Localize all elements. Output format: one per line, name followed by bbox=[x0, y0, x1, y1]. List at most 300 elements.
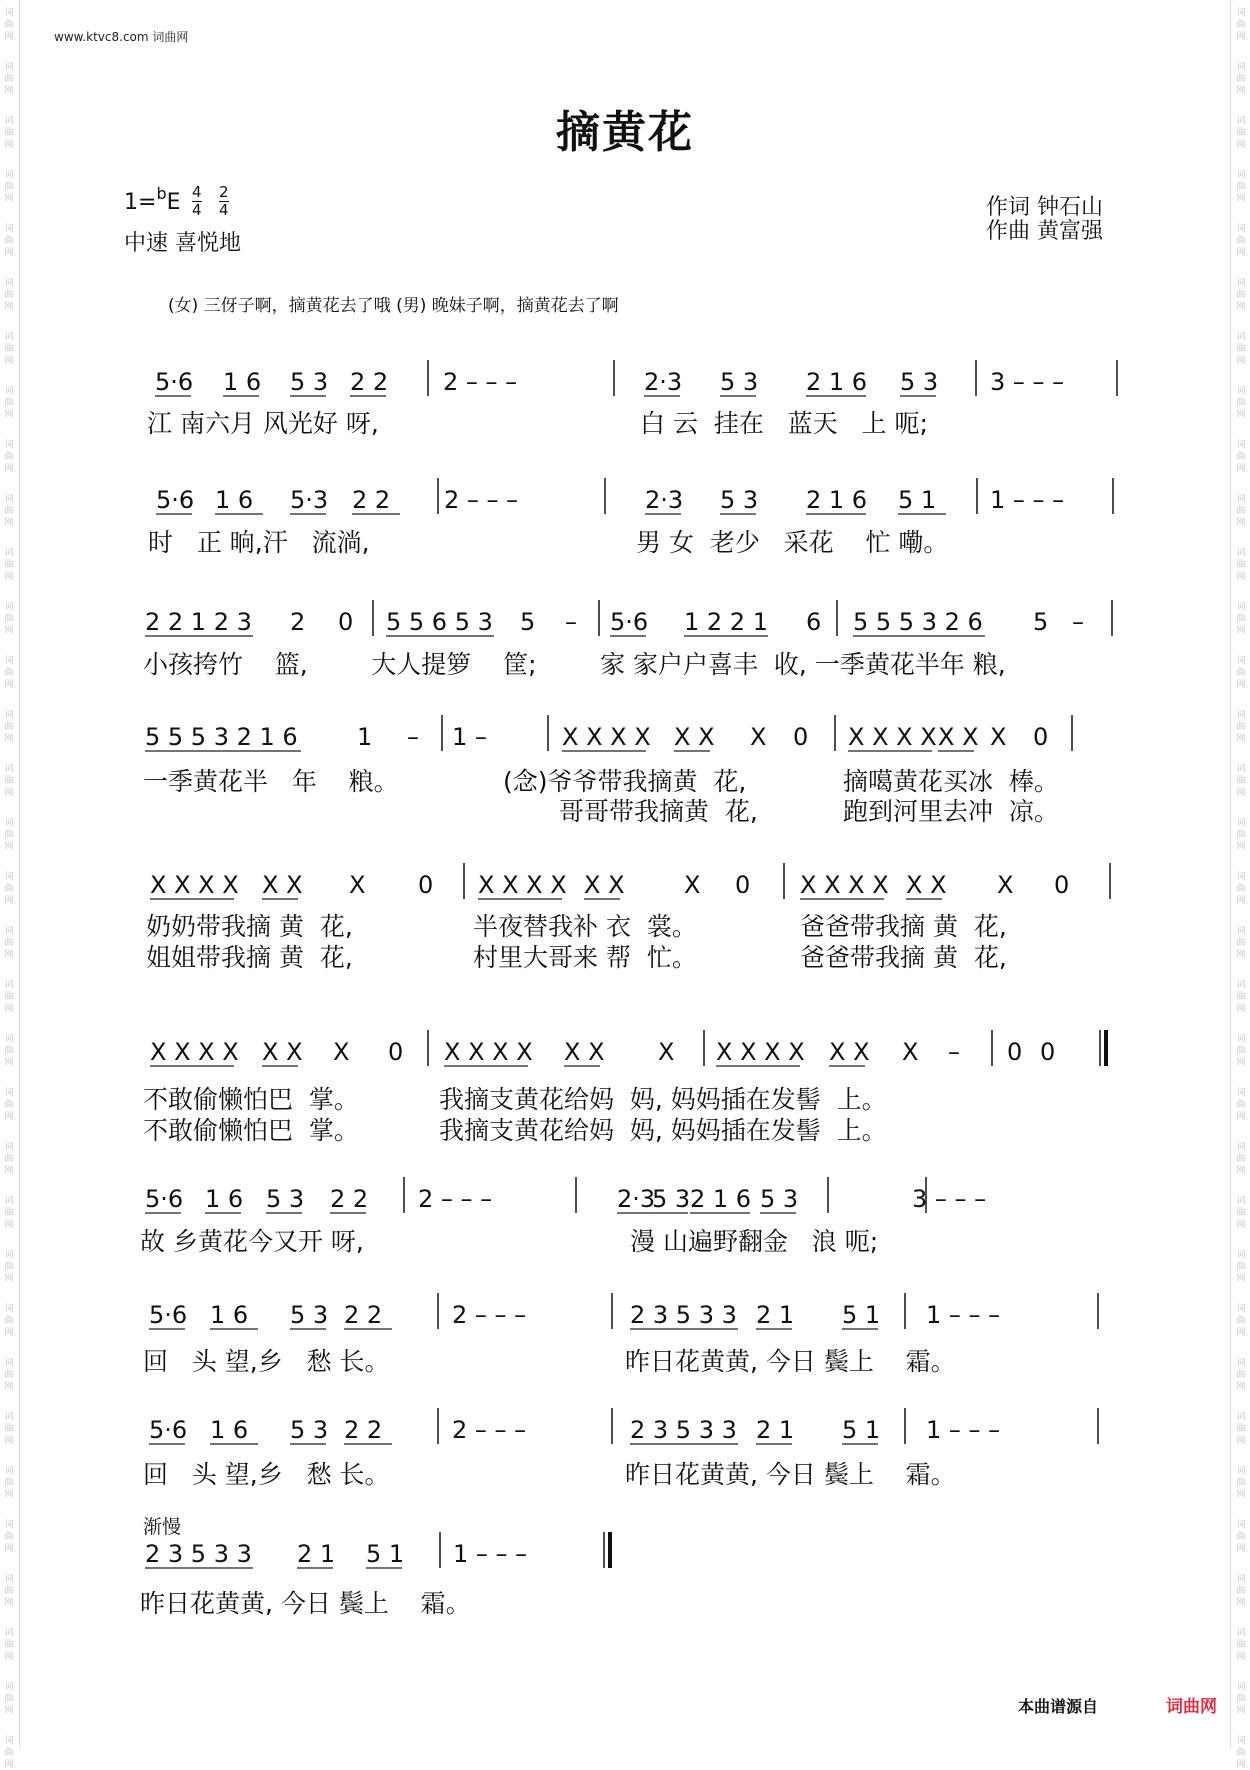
watermark-glyph: 词 bbox=[1236, 1412, 1246, 1422]
watermark-glyph: 网 bbox=[1236, 32, 1246, 42]
lyric-line: 我摘支黄花给妈 妈, 妈妈插在发髻 上。 bbox=[439, 1116, 887, 1145]
note-group: 5 5 6 5 3 bbox=[386, 608, 493, 636]
watermark-glyph: 网 bbox=[4, 1166, 14, 1176]
watermark-glyph: 词 bbox=[1236, 1574, 1246, 1584]
note-group: X X bbox=[564, 1038, 605, 1066]
watermark-glyph: 曲 bbox=[4, 1424, 14, 1434]
note-group: 2 3 5 3 3 bbox=[145, 1540, 252, 1568]
note-group: 2 3 5 3 3 bbox=[630, 1301, 737, 1329]
lyric-line: 回 头 望,乡 愁 长。 bbox=[143, 1347, 390, 1376]
note-group: 5·3 bbox=[290, 486, 329, 514]
watermark-glyph: 网 bbox=[4, 572, 14, 582]
note-group: X X X X bbox=[478, 871, 567, 899]
tempo-direction: 渐慢 bbox=[143, 1516, 182, 1538]
watermark-glyph: 网 bbox=[4, 410, 14, 420]
note-group: – bbox=[475, 723, 487, 751]
note-group: 5 3 bbox=[290, 368, 329, 396]
watermark-glyph: 曲 bbox=[1236, 830, 1246, 840]
time-signature-4-4: $\frac{4}{4}$ bbox=[192, 183, 202, 219]
watermark-glyph: 网 bbox=[1236, 518, 1246, 528]
note-group: X bbox=[658, 1038, 675, 1066]
watermark-glyph: 网 bbox=[4, 950, 14, 960]
lyric-line: 不敢偷懒怕巴 掌。 bbox=[143, 1085, 359, 1114]
watermark-glyph: 曲 bbox=[4, 992, 14, 1002]
watermark-glyph: 曲 bbox=[4, 20, 14, 30]
lyric-line: 昨日花黄黄, 今日 鬓上 霜。 bbox=[625, 1460, 956, 1489]
watermark-glyph: 曲 bbox=[1236, 884, 1246, 894]
note-group: 0 bbox=[418, 871, 434, 899]
watermark-glyph: 曲 bbox=[1236, 992, 1246, 1002]
watermark-glyph: 词 bbox=[1236, 1142, 1246, 1152]
note-group: X X bbox=[829, 1038, 870, 1066]
watermark-glyph: 词 bbox=[1236, 1196, 1246, 1206]
note-group: 3 – – – bbox=[990, 368, 1065, 396]
watermark-glyph: 词 bbox=[4, 872, 14, 882]
watermark-glyph: 曲 bbox=[4, 560, 14, 570]
watermark-glyph: 词 bbox=[1236, 656, 1246, 666]
note-group: – bbox=[1072, 608, 1084, 636]
note-group: 3 – – – bbox=[912, 1185, 987, 1213]
watermark-glyph: 曲 bbox=[1236, 1640, 1246, 1650]
watermark-glyph: 曲 bbox=[4, 344, 14, 354]
watermark-glyph: 词 bbox=[4, 926, 14, 936]
watermark-glyph: 词 bbox=[1236, 1736, 1246, 1746]
watermark-glyph: 词 bbox=[1236, 224, 1246, 234]
watermark-glyph: 网 bbox=[1236, 86, 1246, 96]
note-group: 2 1 6 bbox=[690, 1185, 752, 1213]
note-group: 2·3 bbox=[617, 1185, 656, 1213]
watermark-glyph: 曲 bbox=[4, 1748, 14, 1758]
watermark-glyph: 词 bbox=[4, 116, 14, 126]
watermark-glyph: 词 bbox=[1236, 1034, 1246, 1044]
watermark-glyph: 词 bbox=[4, 1304, 14, 1314]
lyric-line: (念)爷爷带我摘黄 花, bbox=[503, 767, 747, 796]
watermark-glyph: 网 bbox=[4, 1274, 14, 1284]
watermark-glyph: 词 bbox=[1236, 8, 1246, 18]
watermark-glyph: 网 bbox=[1236, 1652, 1246, 1662]
lyric-line: 姐姐带我摘 黄 花, bbox=[146, 943, 353, 972]
watermark-glyph: 曲 bbox=[4, 1532, 14, 1542]
watermark-glyph: 网 bbox=[4, 1220, 14, 1230]
watermark-glyph: 曲 bbox=[4, 1262, 14, 1272]
watermark-glyph: 网 bbox=[4, 788, 14, 798]
watermark-glyph: 网 bbox=[4, 896, 14, 906]
watermark-glyph: 词 bbox=[4, 1142, 14, 1152]
watermark-glyph: 词 bbox=[1236, 278, 1246, 288]
note-group: X bbox=[349, 871, 366, 899]
watermark-glyph: 曲 bbox=[1236, 722, 1246, 732]
note-group: X X bbox=[906, 871, 947, 899]
watermark-glyph: 网 bbox=[4, 86, 14, 96]
watermark-glyph: 曲 bbox=[4, 776, 14, 786]
note-group: X X bbox=[674, 723, 715, 751]
lyric-line: 村里大哥来 帮 忙。 bbox=[473, 943, 697, 972]
watermark-glyph: 词 bbox=[1236, 1466, 1246, 1476]
watermark-glyph: 词 bbox=[1236, 116, 1246, 126]
lyric-line: 爸爸带我摘 黄 花, bbox=[800, 912, 1007, 941]
watermark-glyph: 词 bbox=[4, 494, 14, 504]
watermark-glyph: 网 bbox=[1236, 1490, 1246, 1500]
note-group: X X X X bbox=[848, 723, 937, 751]
watermark-glyph: 曲 bbox=[4, 1316, 14, 1326]
watermark-glyph: 词 bbox=[4, 1574, 14, 1584]
watermark-glyph: 曲 bbox=[4, 74, 14, 84]
watermark-glyph: 曲 bbox=[1236, 1100, 1246, 1110]
watermark-glyph: 网 bbox=[4, 1490, 14, 1500]
watermark-glyph: 词 bbox=[4, 1412, 14, 1422]
note-group: X X bbox=[262, 871, 303, 899]
watermark-glyph: 曲 bbox=[4, 668, 14, 678]
watermark-glyph: 曲 bbox=[4, 614, 14, 624]
watermark-glyph: 曲 bbox=[1236, 398, 1246, 408]
intro-dialogue: (女) 三伢子啊，摘黄花去了哦 (男) 晚妹子啊，摘黄花去了啊 bbox=[168, 296, 619, 316]
note-group: X bbox=[997, 871, 1014, 899]
lyric-line: 爸爸带我摘 黄 花, bbox=[800, 943, 1007, 972]
watermark-glyph: 词 bbox=[4, 656, 14, 666]
watermark-glyph: 词 bbox=[1236, 440, 1246, 450]
watermark-glyph: 词 bbox=[4, 278, 14, 288]
note-group: 2 2 bbox=[330, 1185, 369, 1213]
watermark-glyph: 网 bbox=[1236, 572, 1246, 582]
note-group: 0 bbox=[1033, 723, 1049, 751]
watermark-glyph: 网 bbox=[4, 1598, 14, 1608]
note-group: 0 bbox=[1007, 1038, 1023, 1066]
watermark-glyph: 词 bbox=[1236, 332, 1246, 342]
watermark-glyph: 曲 bbox=[1236, 182, 1246, 192]
watermark-glyph: 词 bbox=[1236, 710, 1246, 720]
note-group: X X X X bbox=[150, 1038, 239, 1066]
watermark-glyph: 词 bbox=[4, 332, 14, 342]
watermark-glyph: 词 bbox=[1236, 926, 1246, 936]
watermark-glyph: 网 bbox=[1236, 194, 1246, 204]
watermark-glyph: 曲 bbox=[1236, 560, 1246, 570]
watermark-glyph: 词 bbox=[1236, 1088, 1246, 1098]
watermark-glyph: 曲 bbox=[1236, 1532, 1246, 1542]
lyric-line: 故 乡黄花今又开 呀, bbox=[140, 1227, 364, 1256]
watermark-glyph: 曲 bbox=[4, 1640, 14, 1650]
watermark-glyph: 网 bbox=[4, 842, 14, 852]
note-group: 2 – – – bbox=[452, 1301, 527, 1329]
note-group: 0 bbox=[388, 1038, 404, 1066]
watermark-glyph: 曲 bbox=[4, 1046, 14, 1056]
watermark-glyph: 曲 bbox=[4, 1478, 14, 1488]
note-group: 2 1 6 bbox=[806, 368, 868, 396]
watermark-glyph: 网 bbox=[4, 1328, 14, 1338]
lyric-line: 白 云 挂在 蓝天 上 呃; bbox=[640, 409, 928, 438]
note-group: 5 3 bbox=[720, 486, 759, 514]
note-group: – bbox=[565, 608, 577, 636]
key-signature: 1=$^b$E bbox=[124, 184, 181, 215]
note-group: 1 – – – bbox=[926, 1416, 1001, 1444]
note-group: 1 6 bbox=[210, 1301, 249, 1329]
note-group: 2·3 bbox=[645, 486, 684, 514]
lyric-line: 时 正 晌,汗 流淌, bbox=[148, 528, 370, 557]
note-group: 1 6 bbox=[210, 1416, 249, 1444]
lyric-line: 昨日花黄黄, 今日 鬓上 霜。 bbox=[140, 1589, 471, 1618]
lyric-line: 男 女 老少 采花 忙 嘞。 bbox=[636, 528, 949, 557]
watermark-glyph: 词 bbox=[1236, 980, 1246, 990]
lyric-line: 我摘支黄花给妈 妈, 妈妈插在发髻 上。 bbox=[439, 1085, 887, 1114]
note-group: 5·6 bbox=[149, 1301, 188, 1329]
watermark-glyph: 曲 bbox=[1236, 74, 1246, 84]
note-group: X bbox=[990, 723, 1007, 751]
watermark-glyph: 曲 bbox=[1236, 1046, 1246, 1056]
watermark-glyph: 网 bbox=[1236, 788, 1246, 798]
watermark-glyph: 网 bbox=[1236, 1760, 1246, 1770]
watermark-glyph: 曲 bbox=[1236, 1262, 1246, 1272]
lyric-line: 摘噶黄花买冰 棒。 bbox=[843, 767, 1059, 796]
note-group: 5 1 bbox=[842, 1416, 881, 1444]
watermark-glyph: 词 bbox=[4, 548, 14, 558]
watermark-glyph: 词 bbox=[1236, 386, 1246, 396]
watermark-glyph: 网 bbox=[4, 1112, 14, 1122]
lyric-line: 跑到河里去冲 凉。 bbox=[843, 797, 1059, 826]
watermark-glyph: 词 bbox=[4, 602, 14, 612]
footer-source-note: 本曲谱源自 bbox=[1018, 1697, 1099, 1716]
note-group: 2 – – – bbox=[444, 486, 519, 514]
note-group: 5·6 bbox=[145, 1185, 184, 1213]
watermark-glyph: 曲 bbox=[1236, 938, 1246, 948]
lyric-line: 江 南六月 风光好 呀, bbox=[147, 409, 379, 438]
watermark-glyph: 网 bbox=[4, 1436, 14, 1446]
watermark-glyph: 网 bbox=[4, 1058, 14, 1068]
watermark-glyph: 词 bbox=[1236, 1250, 1246, 1260]
note-group: 2 1 6 bbox=[806, 486, 868, 514]
watermark-glyph: 曲 bbox=[1236, 128, 1246, 138]
watermark-glyph: 曲 bbox=[4, 722, 14, 732]
watermark-glyph: 曲 bbox=[4, 290, 14, 300]
watermark-glyph: 曲 bbox=[1236, 1478, 1246, 1488]
watermark-glyph: 曲 bbox=[4, 128, 14, 138]
watermark-glyph: 网 bbox=[4, 734, 14, 744]
watermark-glyph: 网 bbox=[4, 626, 14, 636]
watermark-glyph: 网 bbox=[4, 248, 14, 258]
watermark-glyph: 曲 bbox=[1236, 290, 1246, 300]
note-group: 2 – – – bbox=[452, 1416, 527, 1444]
note-group: 2 2 bbox=[350, 368, 389, 396]
watermark-glyph: 词 bbox=[1236, 170, 1246, 180]
watermark-glyph: 网 bbox=[1236, 1544, 1246, 1554]
watermark-glyph: 曲 bbox=[4, 1154, 14, 1164]
note-group: 1 – – – bbox=[453, 1540, 528, 1568]
watermark-glyph: 曲 bbox=[4, 830, 14, 840]
note-group: X bbox=[333, 1038, 350, 1066]
watermark-glyph: 网 bbox=[4, 302, 14, 312]
lyric-line: 一季黄花半 年 粮。 bbox=[143, 767, 399, 796]
watermark-glyph: 词 bbox=[4, 1034, 14, 1044]
watermark-glyph: 曲 bbox=[1236, 236, 1246, 246]
note-group: 1 6 bbox=[223, 368, 262, 396]
note-group: 5 1 bbox=[366, 1540, 405, 1568]
note-group: X X X X bbox=[562, 723, 651, 751]
watermark-glyph: 网 bbox=[1236, 1598, 1246, 1608]
watermark-glyph: 网 bbox=[4, 680, 14, 690]
watermark-glyph: 词 bbox=[4, 1520, 14, 1530]
watermark-glyph: 网 bbox=[1236, 680, 1246, 690]
note-group: X X X X bbox=[800, 871, 889, 899]
note-group: X X bbox=[584, 871, 625, 899]
note-group: 5·6 bbox=[156, 486, 195, 514]
note-group: 0 bbox=[338, 608, 354, 636]
watermark-glyph: 网 bbox=[1236, 140, 1246, 150]
watermark-glyph: 词 bbox=[4, 170, 14, 180]
note-group: 0 bbox=[1054, 871, 1070, 899]
watermark-glyph: 网 bbox=[4, 32, 14, 42]
watermark-glyph: 词 bbox=[1236, 62, 1246, 72]
note-group: 5·6 bbox=[155, 368, 194, 396]
note-group: 0 bbox=[735, 871, 751, 899]
note-group: 6 bbox=[806, 608, 822, 636]
watermark-glyph: 词 bbox=[4, 1682, 14, 1692]
note-group: – bbox=[407, 723, 419, 751]
watermark-glyph: 词 bbox=[4, 710, 14, 720]
note-group: 1 6 bbox=[215, 486, 254, 514]
watermark-glyph: 词 bbox=[1236, 1628, 1246, 1638]
watermark-glyph: 曲 bbox=[1236, 344, 1246, 354]
watermark-glyph: 词 bbox=[4, 1358, 14, 1368]
watermark-glyph: 网 bbox=[1236, 950, 1246, 960]
watermark-glyph: 网 bbox=[1236, 248, 1246, 258]
watermark-glyph: 曲 bbox=[1236, 1208, 1246, 1218]
watermark-glyph: 曲 bbox=[1236, 20, 1246, 30]
watermark-glyph: 网 bbox=[1236, 1058, 1246, 1068]
note-group: 2 – – – bbox=[443, 368, 518, 396]
note-group: 2 2 1 2 3 bbox=[145, 608, 252, 636]
note-group: X X bbox=[262, 1038, 303, 1066]
note-group: 5 bbox=[520, 608, 536, 636]
watermark-glyph: 网 bbox=[4, 356, 14, 366]
watermark-glyph: 词 bbox=[4, 224, 14, 234]
lyric-line: 昨日花黄黄, 今日 鬓上 霜。 bbox=[625, 1347, 956, 1376]
note-group: 2·3 bbox=[644, 368, 683, 396]
watermark-glyph: 词 bbox=[1236, 602, 1246, 612]
watermark-glyph: 词 bbox=[1236, 872, 1246, 882]
note-group: 0 bbox=[793, 723, 809, 751]
watermark-glyph: 词 bbox=[4, 1466, 14, 1476]
watermark-glyph: 词 bbox=[4, 1196, 14, 1206]
note-group: 5 5 5 3 2 6 bbox=[853, 608, 983, 636]
lyric-line: 奶奶带我摘 黄 花, bbox=[146, 912, 353, 941]
lyricist-credit: 作词 钟石山 bbox=[986, 195, 1103, 220]
note-group: 5 3 bbox=[900, 368, 939, 396]
watermark-glyph: 网 bbox=[1236, 1274, 1246, 1284]
watermark-glyph: 网 bbox=[4, 1382, 14, 1392]
note-group: 2 2 bbox=[344, 1301, 383, 1329]
note-group: 2 1 bbox=[756, 1301, 795, 1329]
watermark-glyph: 词 bbox=[4, 1628, 14, 1638]
watermark-glyph: 网 bbox=[4, 1760, 14, 1770]
lyric-line: 不敢偷懒怕巴 掌。 bbox=[143, 1116, 359, 1145]
note-group: 0 bbox=[1040, 1038, 1056, 1066]
lyric-line: 哥哥带我摘黄 花, bbox=[559, 797, 758, 826]
note-group: 2 3 5 3 3 bbox=[630, 1416, 737, 1444]
watermark-glyph: 词 bbox=[4, 1736, 14, 1746]
watermark-glyph: 曲 bbox=[1236, 1748, 1246, 1758]
watermark-glyph: 网 bbox=[1236, 1706, 1246, 1716]
note-group: 1 bbox=[357, 723, 373, 751]
watermark-glyph: 曲 bbox=[1236, 1424, 1246, 1434]
song-title: 摘黄花 bbox=[556, 107, 694, 158]
watermark-glyph: 曲 bbox=[1236, 506, 1246, 516]
watermark-glyph: 网 bbox=[1236, 464, 1246, 474]
note-group: 2 bbox=[290, 608, 306, 636]
watermark-glyph: 曲 bbox=[1236, 1694, 1246, 1704]
site-header: www.ktvc8.com 词曲网 bbox=[54, 30, 189, 44]
watermark-glyph: 曲 bbox=[1236, 1586, 1246, 1596]
note-group: 2 2 bbox=[352, 486, 391, 514]
watermark-glyph: 词 bbox=[1236, 494, 1246, 504]
note-group: 5·6 bbox=[610, 608, 649, 636]
watermark-glyph: 网 bbox=[4, 1706, 14, 1716]
watermark-glyph: 曲 bbox=[1236, 776, 1246, 786]
lyric-line: 半夜替我补 衣 裳。 bbox=[473, 912, 697, 941]
watermark-glyph: 网 bbox=[4, 464, 14, 474]
watermark-glyph: 网 bbox=[1236, 1436, 1246, 1446]
note-group: 5 1 bbox=[898, 486, 937, 514]
note-group: 5 3 bbox=[290, 1301, 329, 1329]
watermark-glyph: 网 bbox=[1236, 626, 1246, 636]
lyric-line: 漫 山遍野翻金 浪 呃; bbox=[630, 1227, 879, 1256]
watermark-glyph: 词 bbox=[4, 818, 14, 828]
watermark-glyph: 词 bbox=[1236, 764, 1246, 774]
watermark-glyph: 网 bbox=[1236, 1004, 1246, 1014]
watermark-glyph: 网 bbox=[1236, 1166, 1246, 1176]
watermark-glyph: 曲 bbox=[4, 884, 14, 894]
tempo-marking: 中速 喜悦地 bbox=[124, 231, 241, 256]
watermark-glyph: 词 bbox=[4, 980, 14, 990]
watermark-glyph: 网 bbox=[4, 1004, 14, 1014]
note-group: 1 6 bbox=[205, 1185, 244, 1213]
note-group: X X X X bbox=[150, 871, 239, 899]
note-group: 1 2 2 1 bbox=[684, 608, 768, 636]
watermark-glyph: 网 bbox=[4, 518, 14, 528]
note-group: 1 – – – bbox=[926, 1301, 1001, 1329]
note-group: X X X X bbox=[716, 1038, 805, 1066]
note-group: 1 – – – bbox=[990, 486, 1065, 514]
watermark-glyph: 词 bbox=[4, 1250, 14, 1260]
watermark-glyph: 词 bbox=[1236, 1358, 1246, 1368]
watermark-glyph: 网 bbox=[1236, 1220, 1246, 1230]
watermark-glyph: 曲 bbox=[4, 938, 14, 948]
watermark-glyph: 词 bbox=[4, 62, 14, 72]
watermark-glyph: 网 bbox=[1236, 1328, 1246, 1338]
watermark-glyph: 词 bbox=[1236, 1304, 1246, 1314]
note-group: 5 1 bbox=[842, 1301, 881, 1329]
watermark-glyph: 词 bbox=[1236, 1520, 1246, 1530]
watermark-glyph: 曲 bbox=[4, 506, 14, 516]
note-group: 1 bbox=[452, 723, 468, 751]
watermark-glyph: 网 bbox=[1236, 302, 1246, 312]
note-group: 5 3 bbox=[720, 368, 759, 396]
watermark-glyph: 词 bbox=[1236, 548, 1246, 558]
watermark-glyph: 网 bbox=[4, 1544, 14, 1554]
note-group: X X X X bbox=[444, 1038, 533, 1066]
watermark-glyph: 曲 bbox=[1236, 452, 1246, 462]
watermark-glyph: 曲 bbox=[4, 236, 14, 246]
watermark-glyph: 网 bbox=[1236, 842, 1246, 852]
footer-site-logo: 词曲网 bbox=[1166, 1697, 1217, 1717]
watermark-glyph: 曲 bbox=[4, 1586, 14, 1596]
time-signature-2-4: $\frac{2}{4}$ bbox=[219, 183, 229, 219]
watermark-glyph: 曲 bbox=[4, 398, 14, 408]
composer-credit: 作曲 黄富强 bbox=[986, 219, 1103, 244]
note-group: 5 3 bbox=[290, 1416, 329, 1444]
watermark-glyph: 曲 bbox=[1236, 1316, 1246, 1326]
watermark-glyph: 网 bbox=[1236, 356, 1246, 366]
watermark-glyph: 词 bbox=[4, 764, 14, 774]
note-group: 2 1 bbox=[297, 1540, 336, 1568]
watermark-glyph: 网 bbox=[1236, 734, 1246, 744]
